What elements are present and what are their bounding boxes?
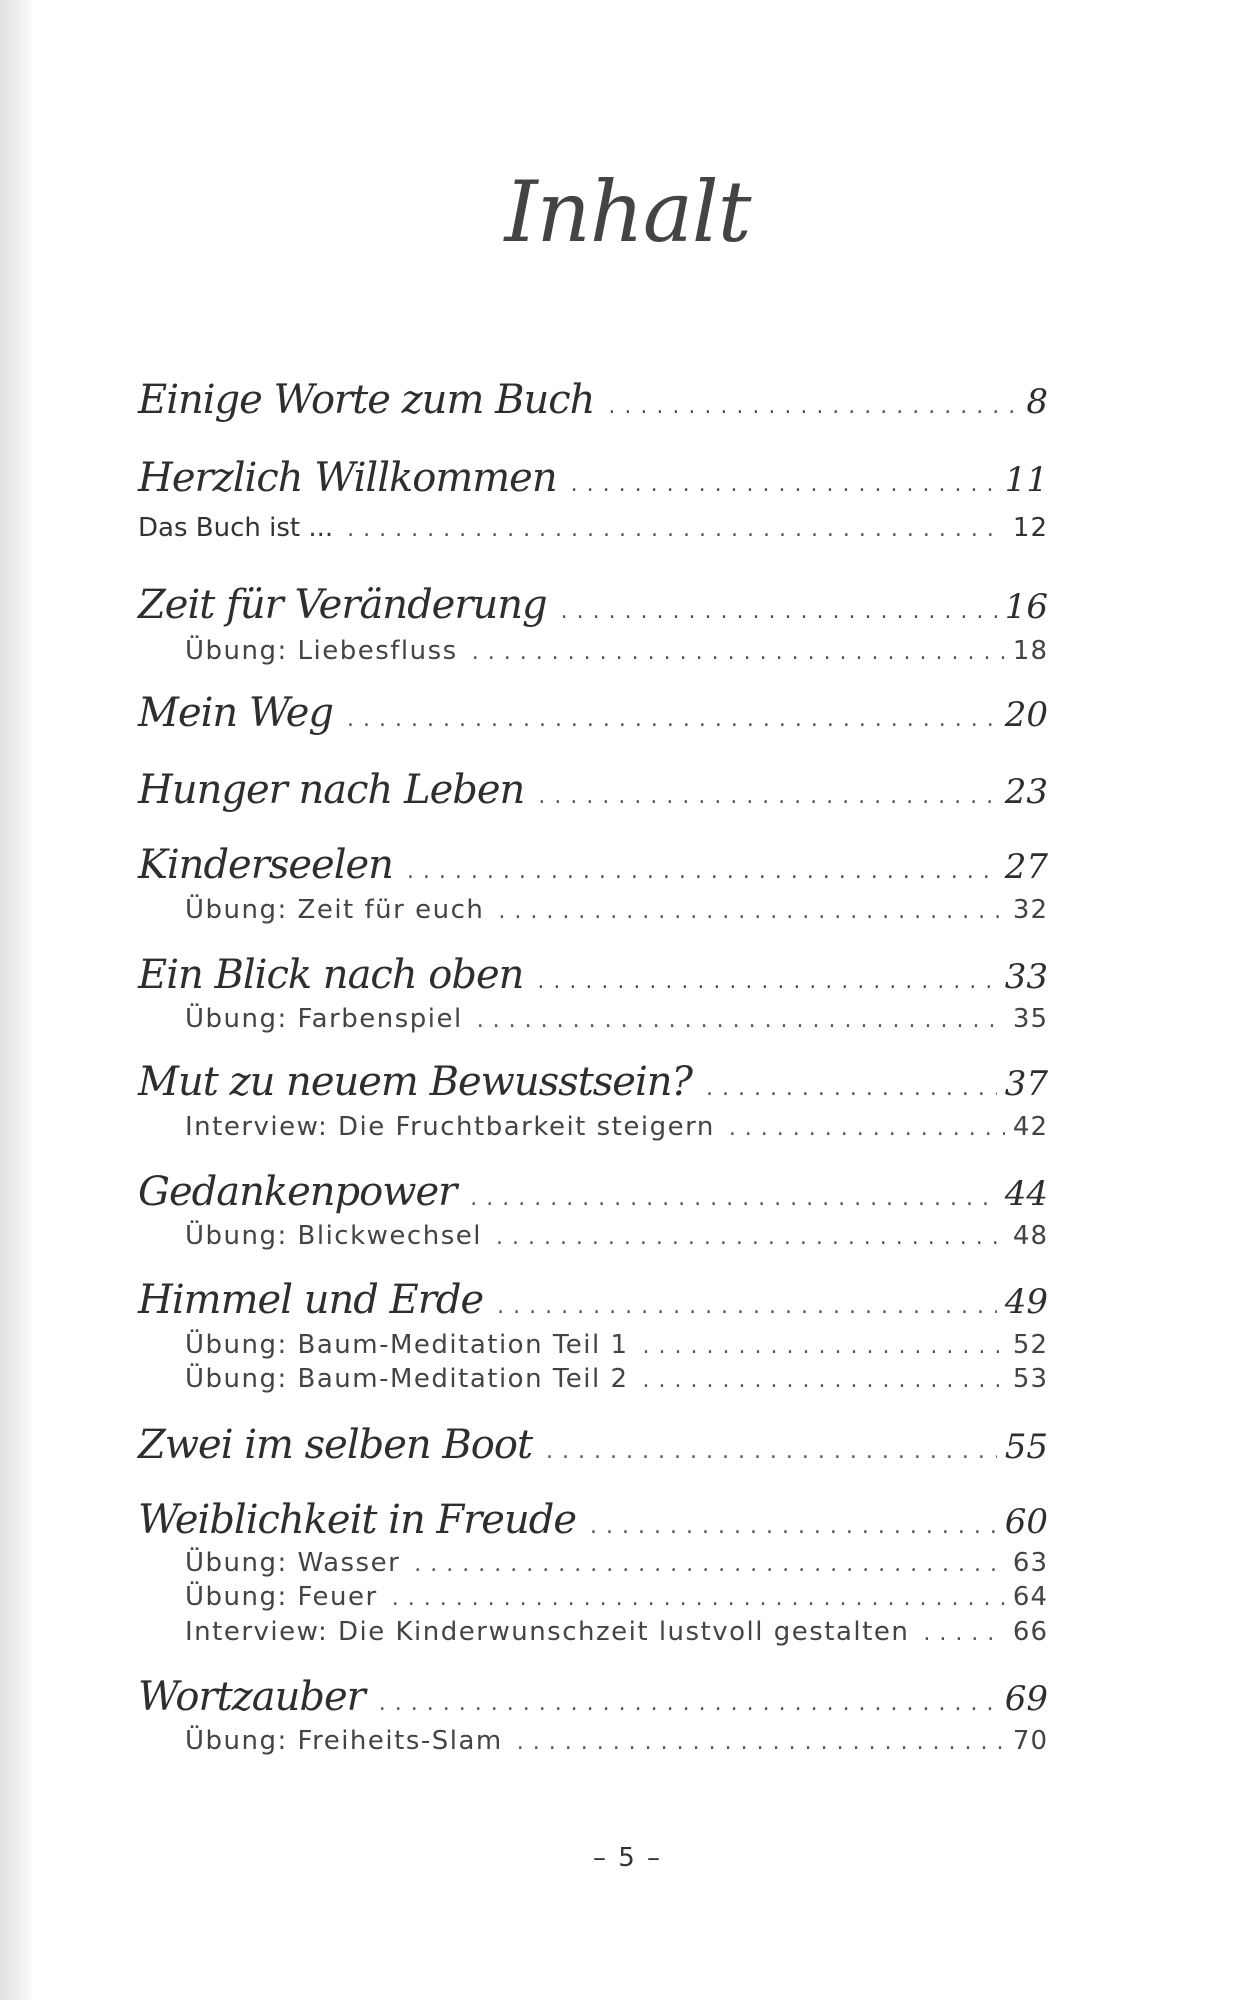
toc-page-number: 8 bbox=[1026, 382, 1048, 422]
page-title: Inhalt bbox=[504, 163, 751, 261]
toc-page-number: 16 bbox=[1004, 587, 1048, 627]
toc-page-number: 66 bbox=[1012, 1617, 1048, 1647]
toc-page-number: 18 bbox=[1012, 636, 1048, 666]
toc-label: Übung: Blickwechsel bbox=[185, 1221, 482, 1251]
toc-page-number: 64 bbox=[1012, 1582, 1048, 1612]
toc-chapter bbox=[138, 1277, 1048, 1323]
toc-label: Kinderseelen bbox=[138, 842, 393, 888]
toc-chapter bbox=[138, 767, 1048, 813]
toc-chapter bbox=[138, 582, 1048, 628]
toc-label: Mut zu neuem Bewusstsein? bbox=[138, 1059, 692, 1105]
toc-label: Interview: Die Fruchtbarkeit steigern bbox=[185, 1112, 715, 1142]
toc-leader-dots bbox=[477, 1010, 1005, 1032]
toc-leader-dots bbox=[608, 396, 1018, 418]
toc-page-number: 48 bbox=[1012, 1221, 1048, 1251]
toc-leader-dots bbox=[472, 642, 1005, 664]
toc-page-number: 55 bbox=[1004, 1427, 1048, 1467]
toc-leader-dots bbox=[729, 1118, 1005, 1140]
toc-label: Hunger nach Leben bbox=[138, 767, 525, 813]
toc-page-number: 11 bbox=[1004, 460, 1048, 500]
toc-label: Übung: Liebesfluss bbox=[185, 636, 458, 666]
toc-chapter bbox=[138, 690, 1048, 736]
toc-leader-dots bbox=[643, 1370, 1005, 1392]
toc-label: Wortzauber bbox=[138, 1674, 365, 1720]
toc-page-number: 23 bbox=[1004, 772, 1048, 812]
toc-subentry bbox=[185, 897, 1048, 923]
toc-leader-dots bbox=[706, 1078, 997, 1100]
toc-leader-dots bbox=[470, 1188, 997, 1210]
toc-label: Übung: Baum-Meditation Teil 2 bbox=[185, 1364, 629, 1394]
toc-label: Übung: Freiheits-Slam bbox=[185, 1726, 503, 1756]
toc-page-number: 27 bbox=[1004, 847, 1048, 887]
toc-label: Ein Blick nach oben bbox=[138, 952, 524, 998]
toc-leader-dots bbox=[546, 1441, 997, 1463]
page-number: – 5 – bbox=[592, 1843, 663, 1873]
toc-label: Mein Weg bbox=[138, 690, 334, 736]
toc-page-number: 42 bbox=[1012, 1112, 1048, 1142]
toc-label: Übung: Feuer bbox=[185, 1582, 378, 1612]
toc-leader-dots bbox=[643, 1336, 1005, 1358]
toc-leader-dots bbox=[923, 1623, 1005, 1645]
toc-leader-dots bbox=[379, 1693, 997, 1715]
toc-label: Übung: Farbenspiel bbox=[185, 1004, 463, 1034]
toc-chapter bbox=[138, 1059, 1048, 1105]
toc-label: Übung: Zeit für euch bbox=[185, 895, 485, 925]
toc-label: Himmel und Erde bbox=[138, 1277, 484, 1323]
toc-page-number: 53 bbox=[1012, 1364, 1048, 1394]
toc-leader-dots bbox=[392, 1588, 1005, 1610]
toc-page-number: 69 bbox=[1004, 1679, 1048, 1719]
toc-subentry bbox=[185, 1619, 1048, 1645]
toc-page-number: 33 bbox=[1004, 957, 1048, 997]
toc-label: Interview: Die Kinderwunschzeit lustvoll gestalten bbox=[185, 1617, 910, 1647]
toc-page-number: 12 bbox=[1012, 513, 1048, 543]
toc-leader-dots bbox=[561, 601, 997, 623]
toc-page-number: 63 bbox=[1012, 1548, 1048, 1578]
toc-label: Herzlich Willkommen bbox=[138, 455, 557, 501]
page-edge-shadow bbox=[0, 0, 34, 2000]
toc-section bbox=[138, 515, 1048, 541]
toc-leader-dots bbox=[496, 1227, 1005, 1249]
toc-leader-dots bbox=[407, 861, 997, 883]
toc-page-number: 37 bbox=[1004, 1064, 1048, 1104]
toc-chapter bbox=[138, 1422, 1048, 1468]
toc-subentry bbox=[185, 638, 1048, 664]
toc-leader-dots bbox=[537, 971, 996, 993]
toc-leader-dots bbox=[498, 901, 1005, 923]
toc-page-number: 49 bbox=[1004, 1282, 1048, 1322]
toc-label: Übung: Baum-Meditation Teil 1 bbox=[185, 1330, 629, 1360]
toc-page-number: 70 bbox=[1012, 1726, 1048, 1756]
toc-subentry bbox=[185, 1584, 1048, 1610]
toc-label: Übung: Wasser bbox=[185, 1548, 401, 1578]
toc-subentry bbox=[185, 1366, 1048, 1392]
toc-leader-dots bbox=[538, 786, 996, 808]
toc-leader-dots bbox=[497, 1296, 997, 1318]
toc-label: Zeit für Veränderung bbox=[138, 582, 547, 628]
toc-chapter bbox=[138, 1497, 1048, 1543]
toc-leader-dots bbox=[590, 1516, 997, 1538]
toc-subentry bbox=[185, 1223, 1048, 1249]
toc-subentry bbox=[185, 1728, 1048, 1754]
toc-chapter bbox=[138, 455, 1048, 501]
toc-leader-dots bbox=[517, 1732, 1005, 1754]
toc-page-number: 60 bbox=[1004, 1502, 1048, 1542]
toc-label: Weiblichkeit in Freude bbox=[138, 1497, 577, 1543]
toc-chapter bbox=[138, 952, 1048, 998]
toc-page-number: 20 bbox=[1004, 695, 1048, 735]
toc-page-number: 35 bbox=[1012, 1004, 1048, 1034]
toc-label: Das Buch ist ... bbox=[138, 513, 334, 543]
toc-chapter bbox=[138, 377, 1048, 423]
toc-leader-dots bbox=[347, 519, 1005, 541]
toc-leader-dots bbox=[347, 709, 997, 731]
toc-page-number: 44 bbox=[1004, 1174, 1048, 1214]
toc-label: Gedankenpower bbox=[138, 1169, 457, 1215]
toc-page-number: 52 bbox=[1012, 1330, 1048, 1360]
toc-label: Zwei im selben Boot bbox=[138, 1422, 533, 1468]
toc-leader-dots bbox=[571, 474, 997, 496]
toc-subentry bbox=[185, 1114, 1048, 1140]
toc-chapter bbox=[138, 1169, 1048, 1215]
toc-leader-dots bbox=[414, 1554, 1005, 1576]
toc-subentry bbox=[185, 1006, 1048, 1032]
toc-subentry bbox=[185, 1332, 1048, 1358]
toc-page-number: 32 bbox=[1012, 895, 1048, 925]
toc-chapter bbox=[138, 842, 1048, 888]
toc-subentry bbox=[185, 1550, 1048, 1576]
toc-label: Einige Worte zum Buch bbox=[138, 377, 595, 423]
toc-chapter bbox=[138, 1674, 1048, 1720]
